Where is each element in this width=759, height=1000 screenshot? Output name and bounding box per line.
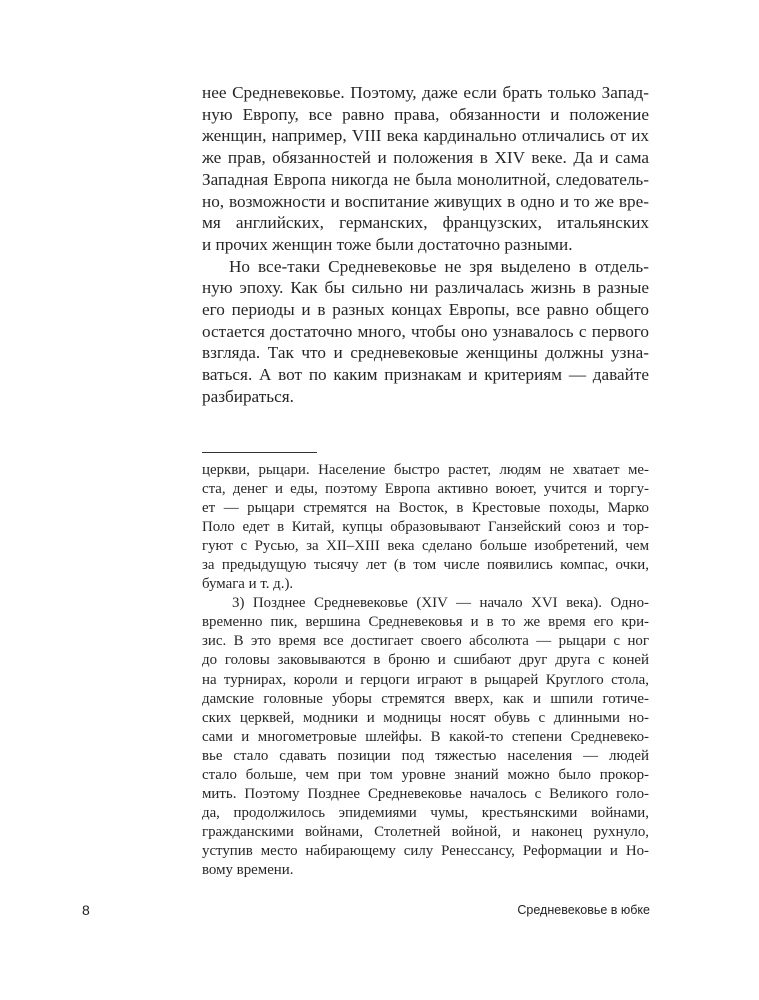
page-number: 8 bbox=[82, 902, 90, 918]
footnote-line: дамские головные уборы стремятся вверх, как и шпили готиче- bbox=[202, 690, 649, 707]
text-line: но, возможности и воспитание живущих в одно и то же вре- bbox=[202, 191, 649, 211]
text-line: остается достаточно много, чтобы оно узнавалось с первого bbox=[202, 321, 649, 341]
footnote-line: сами и многометровые шлейфы. В какой-то степени Средневеко- bbox=[202, 728, 649, 745]
footnote-line: вье стало сдавать позиции под тяжестью населения — людей bbox=[202, 747, 649, 764]
text-line: ную эпоху. Как бы сильно ни различалась жизнь в разные bbox=[202, 278, 649, 298]
footnote-line: ских церквей, модники и модницы носят обувь с длинными но- bbox=[202, 709, 649, 726]
text-line: и прочих женщин тоже были достаточно разными. bbox=[202, 234, 573, 254]
footnote-line: вому времени. bbox=[202, 861, 294, 878]
footnote-line: церкви, рыцари. Население быстро растет, людям не хватает ме- bbox=[202, 462, 649, 478]
text-line: разбираться. bbox=[202, 386, 294, 406]
footnote-line: да, продолжилось эпидемиями чумы, крестьянскими войнами, bbox=[202, 804, 649, 821]
text-line: нее Средневековье. Поэтому, даже если брать только Запад- bbox=[202, 83, 649, 102]
text-line: ваться. А вот по каким признакам и критериям — давайте bbox=[202, 365, 649, 385]
text-line: ную Европу, все равно права, обязанности и положение bbox=[202, 104, 649, 124]
footnote-line: стало больше, чем при том уровне знаний можно было прокор- bbox=[202, 766, 649, 783]
footnote-line: гражданскими войнами, Столетней войной, и наконец рухнуло, bbox=[202, 823, 649, 840]
footnote-line: до головы заковываются в броню и сшибают друг друга с коней bbox=[202, 652, 649, 669]
text-line: женщин, например, VIII века кардинально отличались от их bbox=[202, 126, 649, 146]
footnote-divider bbox=[202, 452, 317, 453]
footnote-line: бумага и т. д.). bbox=[202, 576, 294, 593]
footnote-line: зис. В это время все достигает своего абсолюта — рыцари с ног bbox=[202, 633, 649, 650]
text-line: его периоды и в разных концах Европы, все равно общего bbox=[202, 300, 649, 320]
footnote-line: ста, денег и еды, поэтому Европа активно воюет, учится и торгу- bbox=[202, 481, 649, 498]
footnote-text bbox=[202, 461, 649, 880]
text-line: Западная Европа никогда не была монолитной, следователь- bbox=[202, 169, 649, 189]
footnote-line: уступив место набирающему силу Ренессансу, Реформации и Но- bbox=[202, 842, 649, 859]
main-text bbox=[202, 82, 649, 408]
footnote-line: 3) Позднее Средневековье (XIV — начало XVI века). Одно- bbox=[232, 595, 649, 612]
footnote-line: за предыдущую тысячу лет (в том числе появились компас, очки, bbox=[202, 557, 649, 574]
footnote-line: на турнирах, короли и герцоги играют в рыцарей Круглого стола, bbox=[202, 671, 649, 688]
text-line: же прав, обязанностей и положения в XIV веке. Да и сама bbox=[202, 148, 649, 168]
footnote-line: ет — рыцари стремятся на Восток, в Крестовые походы, Марко bbox=[202, 500, 649, 517]
footnote-line: гуют с Русью, за XII–XIII века сделано больше изобретений, чем bbox=[202, 538, 649, 555]
footnote-line: мить. Поэтому Позднее Средневековье началось с Великого голо- bbox=[202, 785, 649, 802]
text-line: взгляда. Так что и средневековые женщины должны узна- bbox=[202, 343, 649, 363]
text-line: Но все-таки Средневековье не зря выделено в отдель- bbox=[229, 256, 649, 276]
text-line: мя английских, германских, французских, итальянских bbox=[202, 213, 649, 233]
running-head: Средневековье в юбке bbox=[517, 903, 650, 917]
footnote-line: Поло едет в Китай, купцы образовывают Ганзейский союз и тор- bbox=[202, 519, 649, 536]
footnote-line: временно пик, вершина Средневековья и в то же время его кри- bbox=[202, 614, 649, 631]
